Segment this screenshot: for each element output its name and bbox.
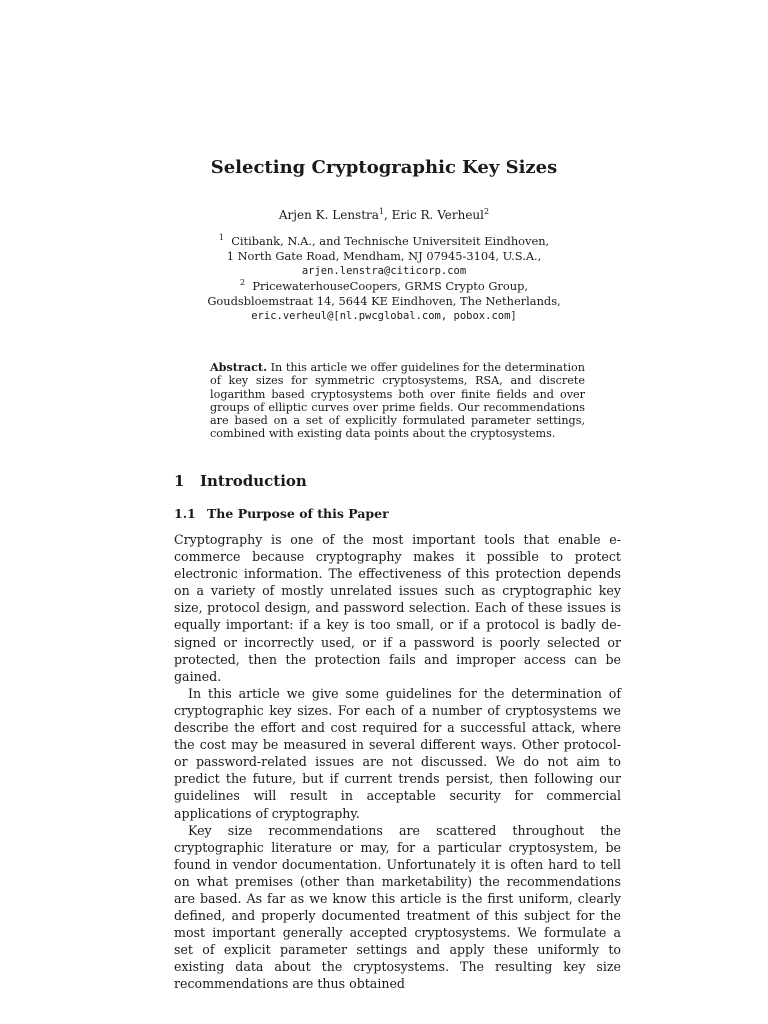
affiliations-block bbox=[0, 234, 768, 324]
paragraph: Cryptography is one of the most important tools that enable e-commerce because cryptography makes it possible to protect electronic information. The effectiveness of this protection depends on a variety of mostly unrelated issues such as cryptographic key size, protocol design, and password selection. Each of these issues is equally important: if a key is too small, or if a protocol is badly designed or incorrectly used, or if a password is poorly selected or protected, then the protection fails and improper access can be gained. bbox=[174, 532, 621, 684]
subsection-number: 1.1 bbox=[174, 506, 196, 521]
author-email: arjen.lenstra@citicorp.com bbox=[301, 265, 467, 277]
author-email: eric.verheul@[nl.pwcglobal.com, pobox.com] bbox=[251, 310, 517, 322]
author-line bbox=[0, 208, 768, 222]
abstract-text: In this article we offer guidelines for the determination of key sizes for symmetric cryptosystems, RSA, and discrete logarithm based cryptosystems both over finite fields and over groups of elliptic curves over prime fields. Our recommendations are based on a set of explicitly formulated parameter settings, combined with existing data points about the cryptosystems. bbox=[210, 361, 585, 441]
author-name: Arjen K. Lenstra bbox=[278, 208, 379, 222]
paragraph: In this article we give some guidelines for the determination of cryptographic key sizes. For each of a number of cryptosystems we describe the effort and cost required for a successful attack, where the cost may be measured in several different ways. Other protocol- or password-related issues are not discussed. We do not aim to predict the future, but if current trends persist, then following our guidelines will result in acceptable security for commercial applications of cryptography. bbox=[174, 685, 621, 821]
affiliation-line: $^1$ Citibank, N.A., and Technische Universiteit Eindhoven, bbox=[218, 233, 550, 248]
section-heading bbox=[174, 472, 307, 490]
paragraph: Key size recommendations are scattered throughout the cryptographic literature or may, for a particular cryptosystem, be found in vendor documentation. Unfortunately it is often hard to tell on what premises (other than marketability) the recommendations are based. As far as we know this article is the first uniform, clearly defined, and properly documented treatment of this subject for the most important generally accepted cryptosystems. We formulate a set of explicit parameter settings and apply these uniformly to existing data about the cryptosystems. The resulting key size recommendations are thus obtained bbox=[174, 822, 621, 992]
body-text bbox=[174, 531, 621, 993]
subsection-title: The Purpose of this Paper bbox=[207, 506, 389, 521]
affiliation-marker: 1 bbox=[378, 207, 385, 216]
subsection-heading bbox=[174, 506, 389, 521]
affiliation-marker: 1 bbox=[218, 233, 224, 243]
abstract bbox=[210, 361, 585, 441]
author-separator: , bbox=[384, 208, 392, 222]
affiliation-line: Goudsbloemstraat 14, 5644 KE Eindhoven, The Netherlands, bbox=[207, 294, 561, 308]
affiliation-line: $^2$ PricewaterhouseCoopers, GRMS Crypto Group, bbox=[240, 278, 528, 293]
author-name: Eric R. Verheul bbox=[391, 208, 484, 222]
affiliation-line: 1 North Gate Road, Mendham, NJ 07945-3104, U.S.A., bbox=[226, 249, 542, 263]
abstract-label: Abstract. bbox=[210, 360, 267, 374]
affiliation-marker: 2 bbox=[484, 207, 490, 216]
section-title: Introduction bbox=[200, 472, 307, 490]
section-number: 1 bbox=[174, 472, 185, 490]
paper-title: Selecting Cryptographic Key Sizes bbox=[210, 157, 558, 178]
affiliation-marker: 2 bbox=[240, 278, 246, 288]
